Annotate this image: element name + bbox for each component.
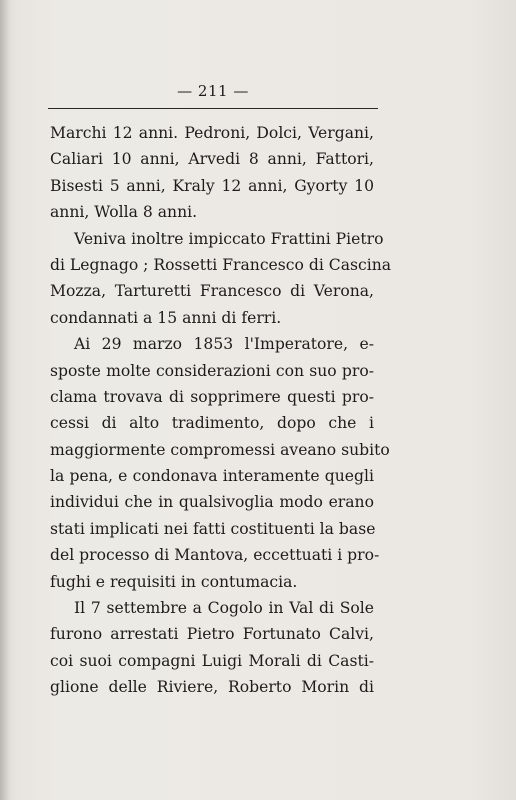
text-line: Bisesti 5 anni, Kraly 12 anni, Gyorty 10 — [50, 176, 374, 195]
text-line: di Legnago ; Rossetti Francesco di Cascina — [50, 255, 392, 274]
gutter-shadow — [0, 0, 10, 800]
text-line: del processo di Mantova, eccettuati i pro- — [50, 546, 380, 565]
text-line: individui che in qualsivoglia modo erano — [50, 493, 374, 512]
text-line: Marchi 12 anni. Pedroni, Dolci, Vergani, — [50, 124, 374, 142]
text-line: clama trovava di sopprimere questi pro- — [50, 387, 374, 406]
text-line: Caliari 10 anni, Arvedi 8 anni, Fattori, — [50, 150, 374, 169]
text-line: la pena, e condonava interamente quegli — [50, 467, 374, 486]
text-line: Ai 29 marzo 1853 l'Imperatore, e- — [74, 335, 374, 354]
text-line: anni, Wolla 8 anni. — [50, 203, 198, 222]
text-line: coi suoi compagni Luigi Morali di Casti- — [50, 651, 374, 670]
text-line: stati implicati nei fatti costituenti la base — [50, 519, 376, 538]
body-text — [50, 120, 392, 701]
text-line: furono arrestati Pietro Fortunato Calvi, — [50, 625, 374, 644]
header-rule — [48, 108, 378, 109]
page-header — [48, 82, 378, 112]
text-line: sposte molte considerazioni con suo pro- — [50, 361, 374, 380]
text-line: cessi di alto tradimento, dopo che i — [50, 414, 374, 433]
text-line: condannati a 15 anni di ferri. — [50, 308, 282, 327]
text-line: glione delle Riviere, Roberto Morin di — [50, 678, 374, 697]
page-number: — 211 — — [177, 82, 249, 100]
text-line: maggiormente compromessi aveano subito — [50, 440, 390, 459]
text-line: Veniva inoltre impiccato Frattini Pietro — [74, 229, 384, 248]
text-line: Mozza, Tarturetti Francesco di Verona, — [50, 282, 374, 301]
text-line: fughi e requisiti in contumacia. — [50, 572, 298, 591]
text-line: Il 7 settembre a Cogolo in Val di Sole — [74, 599, 374, 618]
